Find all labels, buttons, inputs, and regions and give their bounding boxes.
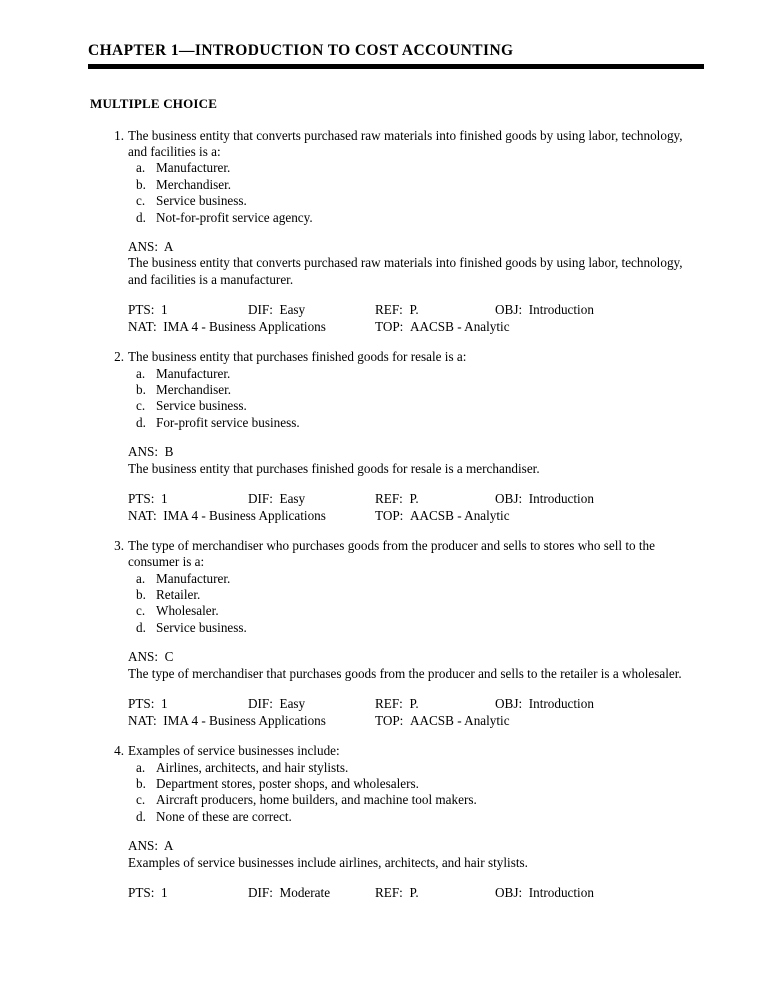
metadata-row [128, 885, 768, 902]
option-text: For-profit service business. [156, 414, 300, 430]
question-text: Examples of service businesses include: [128, 743, 340, 759]
option-letter: a. [136, 759, 146, 775]
metadata-value: Moderate [279, 884, 331, 900]
metadata-label: NAT: [128, 712, 157, 728]
option-list [0, 571, 768, 637]
metadata-row [128, 319, 768, 336]
metadata-field [248, 885, 330, 902]
answer-explanation: The type of merchandiser that purchases goods from the producer and sells to the retailer is a wholesaler. [128, 665, 682, 681]
option-letter: a. [136, 570, 146, 586]
option-text: Merchandiser. [156, 176, 232, 192]
metadata-value: Easy [279, 491, 306, 507]
metadata-field [128, 885, 168, 902]
question-number: 3. [114, 538, 124, 554]
option-letter: c. [136, 603, 146, 619]
question-metadata [0, 302, 768, 335]
metadata-value: Easy [279, 302, 306, 318]
metadata-label: TOP: [375, 712, 404, 728]
option-list [0, 366, 768, 432]
metadata-label: REF: [375, 884, 403, 900]
question-number: 1. [114, 128, 124, 143]
header-divider [88, 64, 704, 69]
option-item[interactable] [0, 776, 768, 792]
option-letter: b. [136, 382, 146, 398]
question-block [0, 128, 768, 335]
option-letter: a. [136, 160, 146, 176]
option-item[interactable] [0, 620, 768, 636]
metadata-field [128, 491, 168, 508]
metadata-value: AACSB - Analytic [409, 318, 510, 334]
metadata-row [128, 713, 768, 730]
answer-key: ANS: C [128, 649, 174, 665]
metadata-value: 1 [160, 302, 168, 318]
question-number: 4. [114, 743, 124, 759]
metadata-label: DIF: [248, 302, 273, 318]
option-letter: b. [136, 587, 146, 603]
metadata-value: Introduction [528, 302, 594, 318]
option-item[interactable] [0, 809, 768, 825]
metadata-label: OBJ: [495, 491, 523, 507]
metadata-field [495, 302, 594, 319]
metadata-field [248, 302, 305, 319]
metadata-label: PTS: [128, 302, 155, 318]
option-item[interactable] [0, 571, 768, 587]
option-text: Service business. [156, 619, 247, 635]
question-metadata [0, 696, 768, 729]
metadata-label: OBJ: [495, 302, 523, 318]
metadata-field [128, 302, 168, 319]
option-text: Manufacturer. [156, 160, 231, 176]
option-item[interactable] [0, 587, 768, 603]
metadata-value: IMA 4 - Business Applications [163, 507, 326, 523]
metadata-row [128, 696, 768, 713]
metadata-value: Introduction [528, 884, 594, 900]
metadata-label: TOP: [375, 507, 404, 523]
answer-explanation: The business entity that purchases finished goods for resale is a merchandiser. [128, 460, 540, 476]
metadata-value: IMA 4 - Business Applications [163, 712, 326, 728]
answer-explanation: The business entity that converts purchased raw materials into finished goods by using labor, technology, and facilities is a manufacturer. [128, 255, 683, 287]
metadata-label: OBJ: [495, 696, 523, 712]
metadata-field [375, 713, 510, 730]
question-stem-row [0, 128, 768, 160]
question-text: The type of merchandiser who purchases goods from the producer and sells to stores who sell to the consumer is a: [128, 538, 655, 570]
metadata-label: REF: [375, 491, 403, 507]
option-text: Retailer. [156, 587, 201, 603]
metadata-value: P. [409, 884, 419, 900]
metadata-label: NAT: [128, 507, 157, 523]
question-stem-row [0, 349, 768, 365]
answer-block [0, 444, 768, 477]
answer-block [0, 239, 768, 288]
option-text: Airlines, architects, and hair stylists. [156, 759, 349, 775]
answer-explanation: Examples of service businesses include airlines, architects, and hair stylists. [128, 854, 528, 870]
metadata-field [375, 885, 419, 902]
option-item[interactable] [0, 792, 768, 808]
metadata-value: 1 [160, 696, 168, 712]
option-item[interactable] [0, 415, 768, 431]
metadata-value: AACSB - Analytic [409, 712, 510, 728]
metadata-field [128, 319, 326, 336]
metadata-value: 1 [160, 491, 168, 507]
option-text: Merchandiser. [156, 382, 232, 398]
metadata-field [128, 508, 326, 525]
metadata-value: P. [409, 696, 419, 712]
option-letter: b. [136, 176, 146, 192]
metadata-field [375, 491, 419, 508]
metadata-value: Introduction [528, 491, 594, 507]
option-letter: d. [136, 209, 146, 225]
metadata-label: DIF: [248, 696, 273, 712]
question-metadata [0, 885, 768, 902]
metadata-field [128, 713, 326, 730]
option-text: Not-for-profit service agency. [156, 209, 313, 225]
metadata-label: DIF: [248, 884, 273, 900]
option-item[interactable] [0, 210, 768, 226]
metadata-value: IMA 4 - Business Applications [163, 318, 326, 334]
metadata-field [375, 319, 510, 336]
metadata-label: REF: [375, 696, 403, 712]
metadata-field [128, 696, 168, 713]
option-item[interactable] [0, 193, 768, 209]
metadata-label: PTS: [128, 491, 155, 507]
option-item[interactable] [0, 398, 768, 414]
option-list [0, 760, 768, 826]
option-item[interactable] [0, 160, 768, 176]
page-title: CHAPTER 1—INTRODUCTION TO COST ACCOUNTING [88, 42, 514, 59]
option-text: Service business. [156, 193, 247, 209]
option-item[interactable] [0, 760, 768, 776]
metadata-label: TOP: [375, 318, 404, 334]
metadata-row [128, 508, 768, 525]
metadata-row [128, 302, 768, 319]
answer-key: ANS: A [128, 838, 174, 854]
metadata-value: Easy [279, 696, 306, 712]
option-text: Manufacturer. [156, 365, 231, 381]
metadata-field [495, 696, 594, 713]
section-heading: MULTIPLE CHOICE [90, 96, 218, 111]
question-block [0, 743, 768, 901]
metadata-value: 1 [160, 884, 168, 900]
metadata-value: P. [409, 302, 419, 318]
question-block [0, 349, 768, 524]
question-metadata [0, 491, 768, 524]
metadata-label: DIF: [248, 491, 273, 507]
option-text: None of these are correct. [156, 808, 292, 824]
metadata-field [375, 302, 419, 319]
option-item[interactable] [0, 382, 768, 398]
option-item[interactable] [0, 177, 768, 193]
metadata-field [248, 696, 305, 713]
metadata-label: PTS: [128, 696, 155, 712]
answer-block [0, 838, 768, 871]
answer-key: ANS: B [128, 444, 174, 460]
option-letter: b. [136, 775, 146, 791]
option-letter: c. [136, 398, 146, 414]
metadata-value: Introduction [528, 696, 594, 712]
chapter-header [88, 42, 704, 69]
metadata-label: REF: [375, 302, 403, 318]
option-letter: a. [136, 365, 146, 381]
option-text: Department stores, poster shops, and wholesalers. [156, 775, 419, 791]
answer-block [0, 649, 768, 682]
option-letter: d. [136, 414, 146, 430]
option-letter: c. [136, 792, 146, 808]
metadata-label: OBJ: [495, 884, 523, 900]
metadata-field [495, 491, 594, 508]
metadata-label: PTS: [128, 884, 155, 900]
question-text: The business entity that purchases finished goods for resale is a: [128, 349, 467, 365]
metadata-field [375, 508, 510, 525]
metadata-field [495, 885, 594, 902]
option-item[interactable] [0, 366, 768, 382]
metadata-row [128, 491, 768, 508]
option-letter: d. [136, 619, 146, 635]
option-text: Manufacturer. [156, 570, 231, 586]
metadata-field [248, 491, 305, 508]
option-text: Aircraft producers, home builders, and machine tool makers. [156, 792, 477, 808]
question-stem-row [0, 538, 768, 570]
question-list [0, 128, 768, 916]
option-letter: c. [136, 193, 146, 209]
answer-key: ANS: A [128, 239, 174, 255]
option-text: Service business. [156, 398, 247, 414]
question-number: 2. [114, 349, 124, 365]
metadata-field [375, 696, 419, 713]
metadata-value: AACSB - Analytic [409, 507, 510, 523]
question-stem-row [0, 743, 768, 759]
option-list [0, 160, 768, 226]
question-text: The business entity that converts purchased raw materials into finished goods by using labor, technology, and facilities is a: [128, 128, 683, 160]
option-text: Wholesaler. [156, 603, 219, 619]
option-letter: d. [136, 808, 146, 824]
option-item[interactable] [0, 603, 768, 619]
metadata-label: NAT: [128, 318, 157, 334]
question-block [0, 538, 768, 729]
metadata-value: P. [409, 491, 419, 507]
